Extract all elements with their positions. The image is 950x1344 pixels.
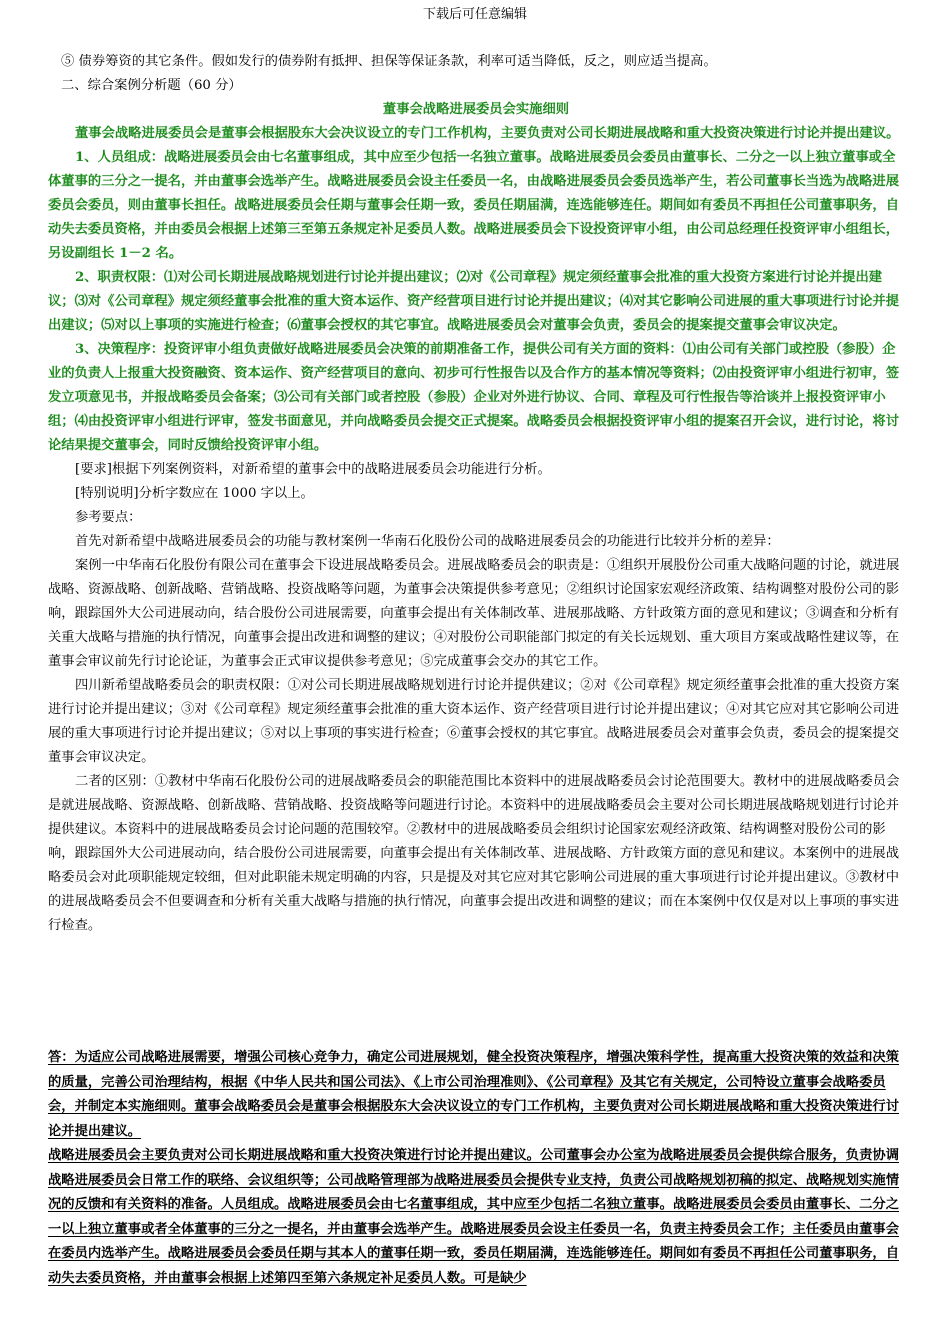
answer-paragraph-2: 战略进展委员会主要负责对公司长期进展战略和重大投资决策进行讨论并提出建议。公司董事会办公室为战略进展委员会提供综合服务，负责协调战略进展委员会日常工作的联络、会议组织等；公司战略管理部为战略进展委员会提供专业支持，负责公司战略规划初稿的拟定、战略规划实施情况的反馈和有关资料的准备。人员组成。战略进展委员会由七名董事组成，其中应至少包括二名独立董事。战略进展委员会委员由董事长、二分之一以上独立董事或者全体董事的三分之一提名，并由董事会选举产生。战略进展委员会设主任委员一名，负责主持委员会工作；主任委员由董事会在委员内选举产生。战略进展委员会委员任期与其本人的董事任期一致，委员任期届满，连选能够连任。期间如有委员不再担任公司董事职务，自动失去委员资格，并由董事会根据上述第四至第六条规定补足委员人数。可是缺少: [48, 1148, 899, 1286]
special-note: [特别说明]分析字数应在 1000 字以上。: [75, 486, 314, 501]
reference-title: 参考要点：: [75, 510, 142, 525]
case-title: 董事会战略进展委员会实施细则: [382, 102, 570, 117]
case-duties: 2、职责权限：⑴对公司长期进展战略规划进行讨论并提出建议；⑵对《公司章程》规定须经董事会批准的重大投资方案进行讨论并提出建议；⑶对《公司章程》规定须经董事会批准的重大资本运作、资产经营项目进行讨论并提出建议；⑷对其它影响公司进展的重大事项进行讨论并提出建议；⑸对以上事项的实施进行检查；⑹董事会授权的其它事宜。战略进展委员会对董事会负责，委员会的提案提交董事会审议决定。: [48, 270, 899, 333]
answer-block: [48, 1046, 904, 1291]
section-title: 二、综合案例分析题（60 分）: [61, 78, 242, 93]
case-procedure: 3、决策程序：投资评审小组负责做好战略进展委员会决策的前期准备工作，提供公司有关方面的资料：⑴由公司有关部门或控股（参股）企业的负责人上报重大投资融资、资本运作、资产经营项目的意向、初步可行性报告以及合作方的基本情况等资料；⑵由投资评审小组进行初审，签发立项意见书，并报战略委员会备案；⑶公司有关部门或者控股（参股）企业对外进行协议、合同、章程及可行性报告等洽谈并上报投资评审小组；⑷由投资评审小组进行评审，签发书面意见，并向战略委员会提交正式提案。战略委员会根据投资评审小组的提案召开会议，进行讨论，将讨论结果提交董事会，同时反馈给投资评审小组。: [48, 342, 899, 453]
answer-paragraph-1: 答：为适应公司战略进展需要，增强公司核心竞争力，确定公司进展规划，健全投资决策程序，增强决策科学性，提高重大投资决策的效益和决策的质量，完善公司治理结构，根据《中华人民共和国公司法》、《上市公司治理准则》、《公司章程》及其它有关规定，公司特设立董事会战略委员会，并制定本实施细则。董事会战略委员会是董事会根据股东大会决议设立的专门工作机构，主要负责对公司长期进展战略和重大投资决策进行讨论并提出建议。: [48, 1050, 899, 1139]
requirement: [要求]根据下列案例资料，对新希望的董事会中的战略进展委员会功能进行分析。: [75, 462, 551, 477]
reference-differences: 二者的区别：①教材中华南石化股份公司的进展战略委员会的职能范围比本资料中的进展战略委员会讨论范围要大。教材中的进展战略委员会是就进展战略、资源战略、创新战略、营销战略、投资战略等问题进行讨论。本资料中的进展战略委员会主要对公司长期进展战略规划进行讨论并提供建议。本资料中的进展战略委员会讨论问题的范围较窄。②教材中的进展战略委员会组织讨论国家宏观经济政策、结构调整对股份公司的影响，跟踪国外大公司进展动向，结合股份公司进展需要，向董事会提出有关体制改革、进展战略、方针政策方面的意见和建议。本案例中的进展战略委员会对此项职能规定较细，但对此职能未规定明确的内容，只是提及对其它应对其它影响公司进展的重大事项进行讨论并提出建议。③教材中的进展战略委员会不但要调查和分析有关重大战略与措施的执行情况，向董事会提出改进和调整的建议；而在本案例中仅仅是对以上事项的事实进行检查。: [48, 774, 900, 933]
case-personnel: 1、人员组成：战略进展委员会由七名董事组成，其中应至少包括一名独立董事。战略进展委员会委员由董事长、二分之一以上独立董事或全体董事的三分之一提名，并由董事会选举产生。战略进展委员会设主任委员一名，由战略进展委员会委员选举产生，若公司董事长当选为战略进展委员会委员，则由董事长担任。战略进展委员会任期与董事会任期一致，委员任期届满，连选能够连任。期间如有委员不再担任公司董事职务，自动失去委员资格，并由委员会根据上述第三至第五条规定补足委员人数。战略进展委员会下设投资评审小组，由公司总经理任投资评审小组组长，另设副组长 1－2 名。: [48, 150, 899, 261]
reference-huanan-case: 案例一中华南石化股份有限公司在董事会下设进展战略委员会。进展战略委员会的职责是：①组织开展股份公司重大战略问题的讨论，就进展战略、资源战略、创新战略、营销战略、投资战略等问题，为董事会决策提供参考意见；②组织讨论国家宏观经济政策、结构调整对股份公司的影响，跟踪国外大公司进展动向，结合股份公司进展需要，向董事会提出有关体制改革、进展那战略、方针政策方面的意见和建议；③调查和分析有关重大战略与措施的执行情况，向董事会提出改进和调整的建议；④对股份公司职能部门拟定的有关长远规划、重大项目方案或战略性建议等，在董事会审议前先行讨论论证，为董事会正式审议提供参考意见；⑤完成董事会交办的其它工作。: [48, 558, 900, 669]
reference-intro: 首先对新希望中战略进展委员会的功能与教材案例一华南石化股份公司的战略进展委员会的功能进行比较并分析的差异：: [75, 534, 780, 549]
case-intro: 董事会战略进展委员会是董事会根据股东大会决议设立的专门工作机构，主要负责对公司长期进展战略和重大投资决策进行讨论并提出建议。: [75, 126, 900, 141]
reference-xinxiwang-duties: 四川新希望战略委员会的职责权限：①对公司长期进展战略规划进行讨论并提供建议；②对《公司章程》规定须经董事会批准的重大投资方案进行讨论并提出建议；③对《公司章程》规定须经董事会批准的重大资本运作、资产经营项目进行讨论并提出建议；④对其它应对其它影响公司进展的重大事项进行讨论并提出建议；⑤对以上事项的事实进行检查；⑥董事会授权的其它事宜。战略进展委员会对董事会负责，委员会的提案提交董事会审议决定。: [48, 678, 900, 765]
page-header: 下载后可任意编辑: [422, 7, 527, 22]
question-block: [48, 50, 904, 938]
bond-condition-line: ⑤ 债券筹资的其它条件。假如发行的债券附有抵押、担保等保证条款，利率可适当降低，反之，则应适当提高。: [61, 54, 717, 69]
